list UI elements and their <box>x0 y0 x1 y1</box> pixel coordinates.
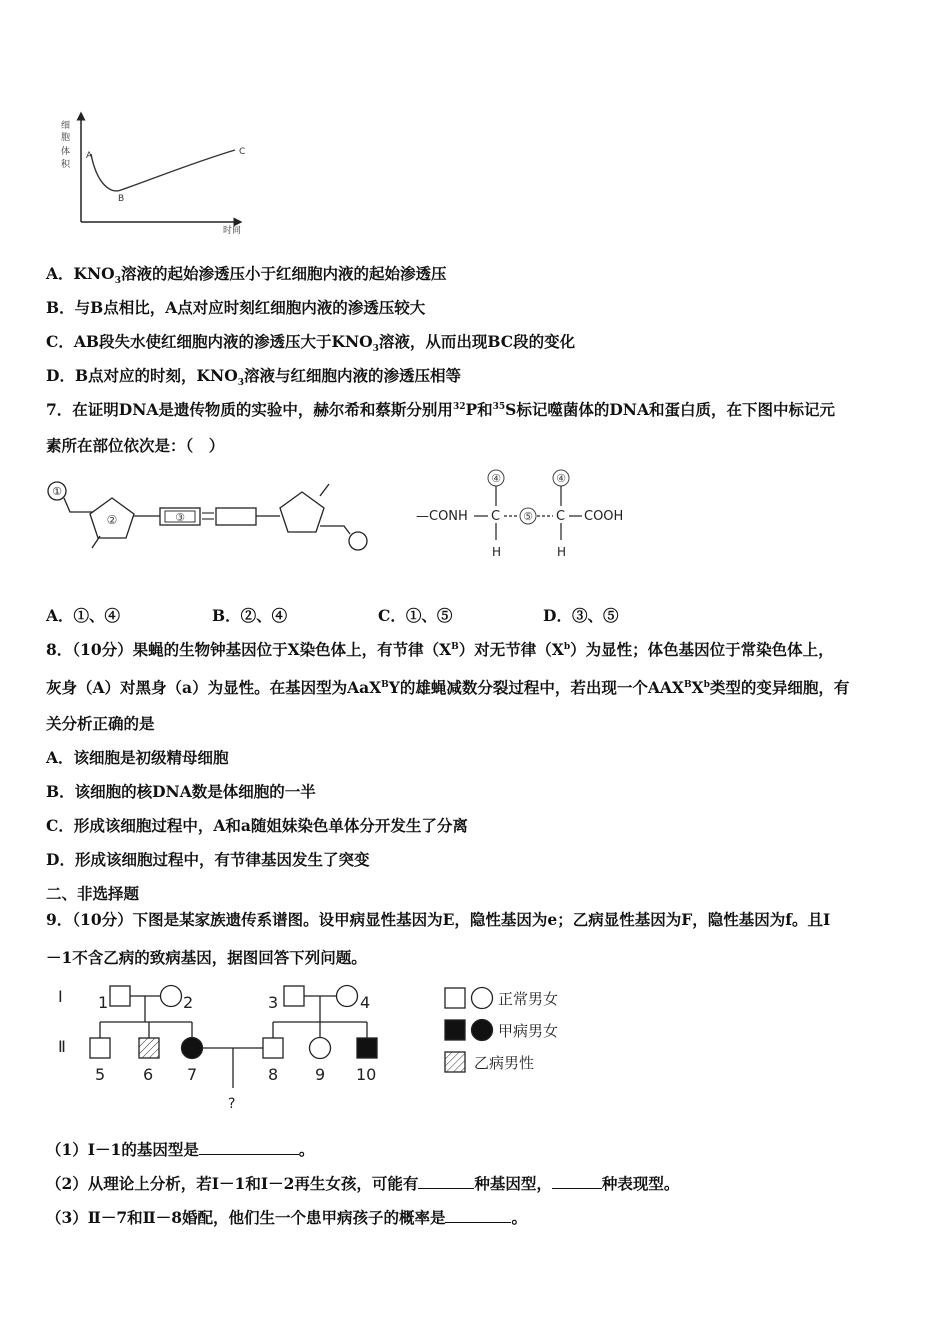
q8-option-d: D．形成该细胞过程中，有节律基因发生了突变 <box>46 850 370 869</box>
graph-ylabel-2: 胞 <box>61 133 71 143</box>
q8-option-a: A．该细胞是初级精母细胞 <box>46 748 229 767</box>
graph-curve <box>91 150 235 191</box>
q9-sub-2: （2）从理论上分析，若Ⅰ－1和Ⅰ－2再生女孩，可能有 种基因型， 种表现型。 <box>46 1174 680 1193</box>
graph-xlabel: 时间 <box>223 226 242 236</box>
graph-point-b: B <box>118 194 125 204</box>
id-1: 1 <box>98 993 109 1012</box>
pedigree-legend <box>442 984 602 1079</box>
peptide-conh: —CONH <box>416 509 468 524</box>
person-5-male-normal <box>90 1038 110 1058</box>
q9-sub-3: （3）Ⅱ－7和Ⅱ－8婚配，他们生一个患甲病孩子的概率是 。 <box>46 1208 527 1227</box>
id-7: 7 <box>187 1065 198 1084</box>
person-10-male-disease-a <box>357 1038 377 1058</box>
q6-option-d: D．B点对应的时刻，$KNO_3$溶液与红细胞内液的渗透压相等 <box>46 366 461 389</box>
q6-option-a: A．$KNO_3$溶液的起始渗透压小于红细胞内液的起始渗透压 <box>46 264 447 287</box>
section-heading: 二、非选择题 <box>46 884 140 903</box>
phosphate-bond-1 <box>64 498 96 512</box>
person-2-female-normal <box>161 986 182 1007</box>
legend-disease-b-male <box>445 1052 465 1072</box>
answer-blank-3[interactable] <box>552 1174 602 1189</box>
person-9-female-normal <box>310 1038 331 1059</box>
person-8-male-normal <box>263 1038 283 1058</box>
graph-ylabel-3: 体 <box>61 147 71 157</box>
peptide-label-4a: ④ <box>491 472 501 485</box>
sugar-pentagon-2 <box>280 492 324 532</box>
graph-point-c: C <box>239 147 246 157</box>
id-3: 3 <box>268 993 279 1012</box>
peptide-c1: C <box>491 509 501 524</box>
q7-option-d: D．③、⑤ <box>543 606 619 625</box>
q9-sub-1: （1）Ⅰ－1的基因型是 。 <box>46 1140 315 1159</box>
q6-option-c: C．AB段失水使红细胞内液的渗透压大于$KNO_3$溶液，从而出现BC段的变化 <box>46 332 576 355</box>
generation-2-label: Ⅱ <box>58 1037 66 1056</box>
q8-stem-line2: 灰身（A）对黑身（a）为显性。在基因型为AaX$^B$Y的雄蝇减数分裂过程中，若出现一个$AAX^BX^b$类型的变异细胞，有 <box>46 678 850 697</box>
sugar-tail-1 <box>92 536 100 548</box>
graph-ylabel-4: 积 <box>61 160 71 170</box>
label-2: ② <box>106 513 118 527</box>
q7-option-b: B．②、④ <box>212 606 288 625</box>
legend-disease-a-female <box>472 1020 493 1041</box>
id-8: 8 <box>268 1065 279 1084</box>
id-10: 10 <box>356 1065 377 1084</box>
peptide-c2: C <box>556 509 566 524</box>
q8-stem-line1: 8．（10分）果蝇的生物钟基因位于X染色体上，有节律$(X^B)$对无节律$(X^b)$为显性；体色基因位于常染色体上， <box>46 640 834 659</box>
answer-blank-1[interactable] <box>199 1140 299 1155</box>
cell-volume-graph <box>55 110 255 235</box>
q7-stem-line2: 素所在部位依次是：（ ） <box>46 436 225 455</box>
legend-disease-a-male <box>445 1020 465 1040</box>
label-1: ① <box>52 485 62 498</box>
sugar-tail-2 <box>320 484 329 496</box>
graph-ylabel-1: 细 <box>61 121 71 131</box>
q7-option-c: C．①、⑤ <box>378 606 453 625</box>
peptide-cooh: COOH <box>584 509 624 524</box>
label-3: ③ <box>175 511 185 524</box>
child-unknown: ? <box>228 1096 236 1112</box>
q8-stem-line3: 关分析正确的是 <box>46 714 155 733</box>
q7-stem-line1: 7．在证明DNA是遗传物质的实验中，赫尔希和蔡斯分别用$^{32}$P和$^{35}$S标记噬菌体的DNA和蛋白质，在下图中标记元 <box>46 400 835 419</box>
q8-option-b: B．该细胞的核DNA数是体细胞的一半 <box>46 782 316 801</box>
person-3-male-normal <box>284 986 304 1006</box>
legend-normal-female <box>472 988 493 1009</box>
peptide-label-5: ⑤ <box>523 510 533 523</box>
q7-option-a: A．①、④ <box>46 606 121 625</box>
answer-blank-4[interactable] <box>445 1208 511 1223</box>
q8-option-c: C．形成该细胞过程中，A和a随姐妹染色单体分开发生了分离 <box>46 816 468 835</box>
peptide-h1: H <box>492 545 502 559</box>
phosphate-bond-2 <box>320 526 350 534</box>
q6-option-b: B．与B点相比，A点对应时刻红细胞内液的渗透压较大 <box>46 298 426 317</box>
answer-blank-2[interactable] <box>418 1174 474 1189</box>
person-6-male-disease-b <box>139 1038 159 1058</box>
id-6: 6 <box>143 1065 154 1084</box>
person-4-female-normal <box>337 986 358 1007</box>
legend-normal-male <box>445 988 465 1008</box>
id-2: 2 <box>183 993 194 1012</box>
peptide-diagram <box>412 468 637 564</box>
id-5: 5 <box>95 1065 106 1084</box>
id-4: 4 <box>360 993 371 1012</box>
id-9: 9 <box>315 1065 326 1084</box>
q9-stem-line1: 9．（10分）下图是某家族遗传系谱图。设甲病显性基因为E，隐性基因为e；乙病显性基因为F，隐性基因为f。且Ⅰ <box>46 910 831 929</box>
legend-disease-b-label: 乙病男性 <box>474 1054 535 1072</box>
q9-stem-line2: －1不含乙病的致病基因，据图回答下列问题。 <box>46 948 367 967</box>
base-box-2 <box>216 508 256 525</box>
person-7-female-disease-a <box>182 1038 203 1059</box>
phosphate-circle-2 <box>349 532 367 550</box>
peptide-label-4b: ④ <box>556 472 566 485</box>
dna-diagram <box>44 476 384 558</box>
person-1-male-normal <box>110 986 130 1006</box>
graph-point-a: A <box>86 151 93 161</box>
pedigree-chart <box>50 980 390 1115</box>
peptide-h2: H <box>557 545 567 559</box>
legend-normal-label: 正常男女 <box>498 990 559 1008</box>
generation-1-label: Ⅰ <box>58 987 63 1006</box>
legend-disease-a-label: 甲病男女 <box>498 1022 559 1040</box>
